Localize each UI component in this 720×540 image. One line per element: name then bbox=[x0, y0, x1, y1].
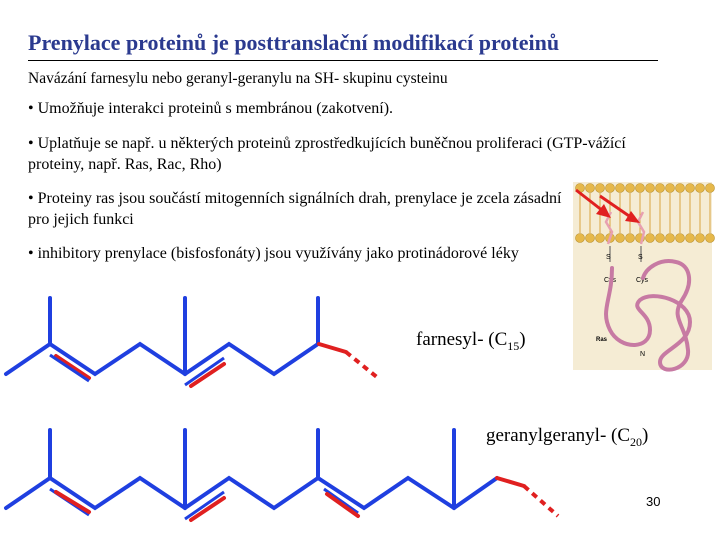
geranylgeranyl-chain bbox=[6, 430, 558, 520]
membrane-top-heads bbox=[576, 184, 715, 193]
geranylgeranyl-dashed-bond bbox=[524, 486, 558, 516]
page-number: 30 bbox=[646, 494, 661, 509]
membrane-figure bbox=[576, 184, 715, 370]
farnesyl-skeleton bbox=[6, 298, 318, 374]
farnesyl-chain bbox=[6, 298, 378, 386]
geranylgeranyl-label-subscript: 20 bbox=[630, 434, 643, 449]
geranylgeranyl-skeleton bbox=[6, 430, 497, 508]
bullet-ras-signaling: • Proteiny ras jsou součástí mitogenních signálních drah, prenylace je zcela zásadní pro jejich funkci bbox=[28, 190, 562, 228]
farnesyl-dashed-bond bbox=[346, 352, 378, 378]
farnesyl-label-text: farnesyl- (C bbox=[416, 329, 508, 350]
membrane-bottom-heads bbox=[576, 234, 715, 243]
n-terminus-label: N bbox=[640, 351, 646, 358]
farnesyl-label-close: ) bbox=[519, 329, 526, 350]
sulfur-label-2: S bbox=[638, 254, 643, 261]
geranylgeranyl-label-text: geranylgeranyl- (C bbox=[486, 425, 631, 446]
slide-title: Prenylace proteinů je posttranslační modifikací proteinů bbox=[28, 30, 560, 55]
bullet-gtp-binding-proteins: • Uplatňuje se např. u některých proteinů zprostředkujících buněčnou proliferaci (GTP-vážící proteiny, např. Ras, Rac, Rho) bbox=[28, 135, 626, 173]
bullet-inhibitors: • inhibitory prenylace (bisfosfonáty) jsou využívány jako protinádorové léky bbox=[28, 245, 519, 262]
geranylgeranyl-label-close: ) bbox=[642, 425, 649, 446]
farnesyl-label-subscript: 15 bbox=[507, 338, 520, 353]
cys-label-1: Cys bbox=[604, 277, 617, 284]
subtitle: Navázání farnesylu nebo geranyl-geranylu na SH- skupinu cysteinu bbox=[28, 70, 448, 87]
cys-label-2: Cys bbox=[636, 277, 649, 284]
ras-label: Ras bbox=[596, 337, 608, 343]
farnesyl-label bbox=[416, 329, 526, 354]
bullet-membrane-interaction: • Umožňuje interakci proteinů s membránou (zakotvení). bbox=[28, 100, 394, 117]
sulfur-label-1: S bbox=[606, 254, 611, 261]
geranylgeranyl-label bbox=[486, 425, 648, 450]
